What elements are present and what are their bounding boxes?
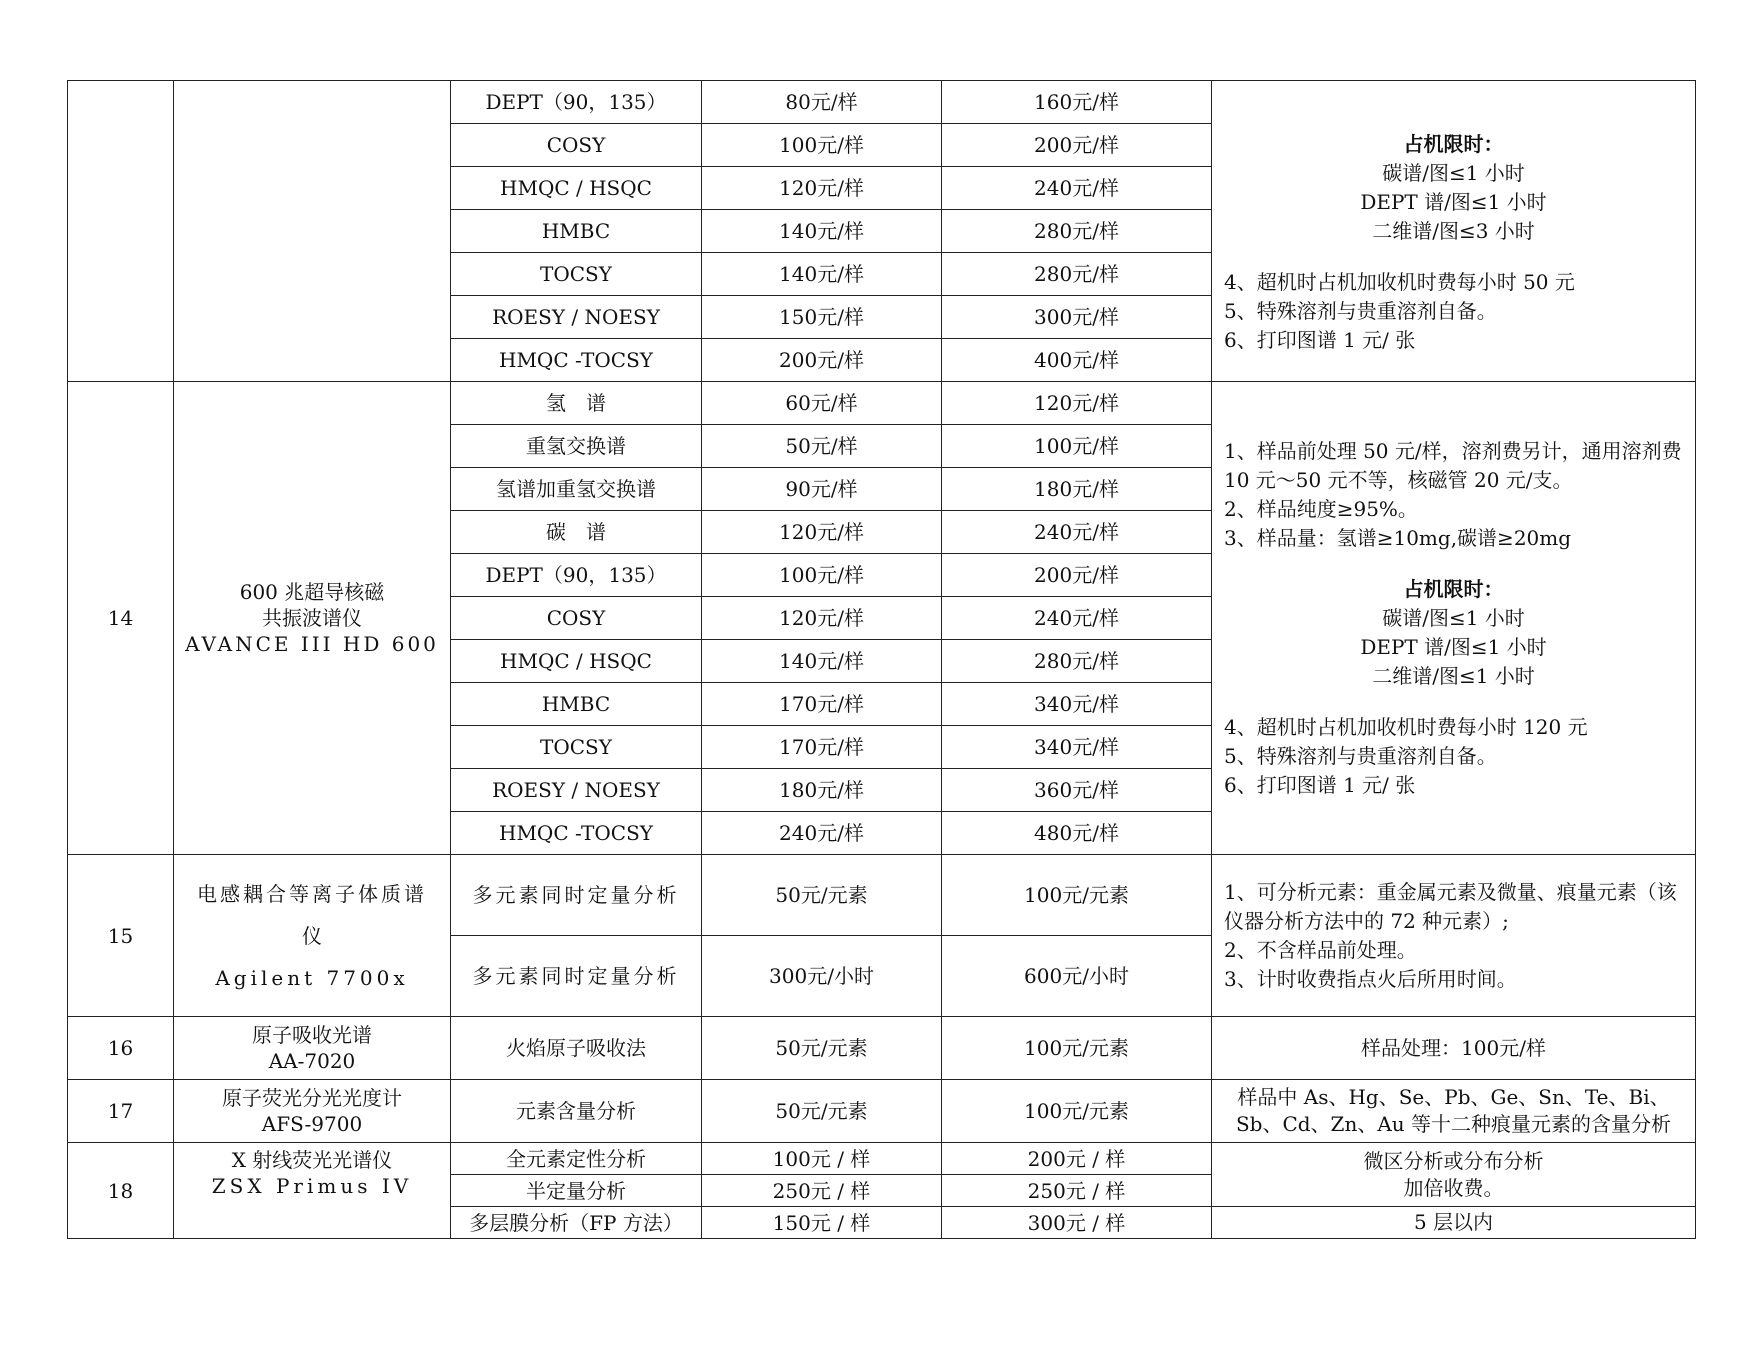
remark-line: 5、特殊溶剂与贵重溶剂自备。 [1224,298,1497,323]
table-row [68,81,1696,124]
remarks-cell [1212,382,1696,855]
table-row [68,1080,1696,1143]
item-cell: ROESY / NOESY [451,296,702,339]
price-a-cell: 140元/样 [702,210,942,253]
price-a-cell: 300元/小时 [702,936,942,1017]
price-a-cell: 200元/样 [702,339,942,382]
price-a-cell: 240元/样 [702,812,942,855]
table-row [68,855,1696,936]
price-b-cell: 600元/小时 [942,936,1212,1017]
remark-line: 加倍收费。 [1403,1175,1504,1200]
remark-line: 微区分析或分布分析 [1363,1148,1544,1173]
price-b-cell: 360元/样 [942,769,1212,812]
remark-line: 6、打印图谱 1 元/ 张 [1224,772,1416,797]
item-cell: HMBC [451,210,702,253]
item-cell: 半定量分析 [451,1175,702,1207]
price-a-cell: 80元/样 [702,81,942,124]
price-b-cell: 300元 / 样 [942,1207,1212,1239]
remark-line: 样品中 As、Hg、Se、Pb、Ge、Sn、Te、Bi、 [1237,1085,1670,1109]
price-a-cell: 120元/样 [702,597,942,640]
price-a-cell: 100元 / 样 [702,1143,942,1175]
remark-line: Sb、Cd、Zn、Au 等十二种痕量元素的含量分析 [1235,1112,1672,1136]
table-row [68,382,1696,425]
item-cell: HMQC / HSQC [451,640,702,683]
remark-line: 2、不含样品前处理。 [1224,937,1417,962]
limit-line: DEPT 谱/图≤1 小时 [1360,634,1547,659]
price-b-cell: 100元/元素 [942,1080,1212,1143]
table-row [68,1017,1696,1080]
instrument-model: AFS-9700 [261,1112,363,1136]
item-cell: HMBC [451,683,702,726]
instrument-line: 600 兆超导核磁 [239,580,385,604]
price-b-cell: 280元/样 [942,640,1212,683]
instrument-line: 原子吸收光谱 [252,1023,372,1047]
item-cell: HMQC / HSQC [451,167,702,210]
price-b-cell: 240元/样 [942,597,1212,640]
item-cell: 氢谱加重氢交换谱 [451,468,702,511]
price-b-cell: 300元/样 [942,296,1212,339]
item-cell: 多元素同时定量分析 [451,936,702,1017]
limit-line: DEPT 谱/图≤1 小时 [1360,189,1547,214]
price-a-cell: 140元/样 [702,253,942,296]
item-cell: 火焰原子吸收法 [451,1017,702,1080]
remarks-cell [1212,855,1696,1017]
price-b-cell: 100元/样 [942,425,1212,468]
remarks-cell [1212,1080,1696,1143]
remarks-cell: 样品处理：100元/样 [1212,1017,1696,1080]
item-cell: 全元素定性分析 [451,1143,702,1175]
remark-line: 3、计时收费指点火后所用时间。 [1224,966,1517,991]
item-cell: HMQC -TOCSY [451,812,702,855]
price-a-cell: 60元/样 [702,382,942,425]
instrument-name-cell [174,1143,451,1239]
instrument-name-cell [174,1017,451,1080]
price-a-cell: 90元/样 [702,468,942,511]
item-cell: HMQC -TOCSY [451,339,702,382]
instrument-model: Agilent 7700x [215,965,409,990]
instrument-line: 原子荧光分光光度计 [222,1086,402,1110]
remarks-cell [1212,81,1696,382]
item-cell: 多元素同时定量分析 [451,855,702,936]
price-b-cell: 160元/样 [942,81,1212,124]
remark-line: 5、特殊溶剂与贵重溶剂自备。 [1224,743,1497,768]
item-cell: COSY [451,124,702,167]
price-a-cell: 120元/样 [702,167,942,210]
price-b-cell: 100元/元素 [942,855,1212,936]
table-row [68,1143,1696,1175]
item-cell: 重氢交换谱 [451,425,702,468]
row-number: 15 [68,855,174,1017]
price-b-cell: 240元/样 [942,511,1212,554]
price-a-cell: 250元 / 样 [702,1175,942,1207]
row-number: 14 [68,382,174,855]
instrument-cell-empty [174,81,451,382]
price-a-cell: 50元/元素 [702,855,942,936]
remark-line: 4、超机时占机加收机时费每小时 50 元 [1224,269,1575,294]
remark-line: 1、可分析元素：重金属元素及微量、痕量元素（该仪器分析方法中的 72 种元素）; [1224,879,1677,933]
item-cell: DEPT（90，135） [451,554,702,597]
instrument-line: 仪 [302,923,322,948]
price-a-cell: 140元/样 [702,640,942,683]
price-a-cell: 180元/样 [702,769,942,812]
price-table-sheet [67,80,1695,1239]
limit-heading: 占机限时： [1403,576,1504,601]
price-b-cell: 280元/样 [942,253,1212,296]
price-a-cell: 50元/元素 [702,1017,942,1080]
item-cell: TOCSY [451,253,702,296]
row-number: 18 [68,1143,174,1239]
price-a-cell: 170元/样 [702,683,942,726]
remarks-cell [1212,1143,1696,1207]
remark-line: 1、样品前处理 50 元/样，溶剂费另计，通用溶剂费 10 元～50 元不等，核磁管 20 元/支。 [1224,438,1682,492]
remark-line: 2、样品纯度≥95%。 [1224,496,1418,521]
limit-line: 二维谱/图≤1 小时 [1372,663,1535,688]
price-b-cell: 340元/样 [942,726,1212,769]
price-a-cell: 170元/样 [702,726,942,769]
remark-line: 4、超机时占机加收机时费每小时 120 元 [1224,714,1588,739]
price-a-cell: 50元/元素 [702,1080,942,1143]
price-table [67,80,1696,1239]
price-a-cell: 100元/样 [702,554,942,597]
price-b-cell: 100元/元素 [942,1017,1212,1080]
price-b-cell: 180元/样 [942,468,1212,511]
item-cell: COSY [451,597,702,640]
no-cell-empty [68,81,174,382]
remark-line: 3、样品量：氢谱≥10mg,碳谱≥20mg [1224,525,1572,550]
row-number: 16 [68,1017,174,1080]
instrument-line: 电感耦合等离子体质谱 [197,881,427,906]
limit-line: 二维谱/图≤3 小时 [1372,218,1535,243]
instrument-line: 共振波谱仪 [262,606,362,630]
item-cell: 氢 谱 [451,382,702,425]
instrument-model: AVANCE III HD 600 [185,632,439,656]
price-a-cell: 100元/样 [702,124,942,167]
price-a-cell: 150元/样 [702,296,942,339]
limit-line: 碳谱/图≤1 小时 [1382,160,1525,185]
instrument-name-cell [174,1080,451,1143]
limit-heading: 占机限时： [1403,131,1504,156]
price-b-cell: 200元/样 [942,554,1212,597]
instrument-model: ZSX Primus IV [211,1174,413,1198]
instrument-name-cell [174,382,451,855]
price-a-cell: 50元/样 [702,425,942,468]
price-b-cell: 250元 / 样 [942,1175,1212,1207]
price-b-cell: 400元/样 [942,339,1212,382]
price-b-cell: 280元/样 [942,210,1212,253]
item-cell: 多层膜分析（FP 方法） [451,1207,702,1239]
price-b-cell: 120元/样 [942,382,1212,425]
price-b-cell: 480元/样 [942,812,1212,855]
item-cell: 碳 谱 [451,511,702,554]
instrument-name-cell [174,855,451,1017]
item-cell: ROESY / NOESY [451,769,702,812]
price-b-cell: 240元/样 [942,167,1212,210]
item-cell: TOCSY [451,726,702,769]
remark-line: 6、打印图谱 1 元/ 张 [1224,327,1416,352]
price-a-cell: 150元 / 样 [702,1207,942,1239]
price-b-cell: 200元/样 [942,124,1212,167]
limit-line: 碳谱/图≤1 小时 [1382,605,1525,630]
price-a-cell: 120元/样 [702,511,942,554]
item-cell: 元素含量分析 [451,1080,702,1143]
instrument-model: AA-7020 [268,1049,356,1073]
price-b-cell: 340元/样 [942,683,1212,726]
remarks-cell: 5 层以内 [1212,1207,1696,1239]
instrument-line: X 射线荧光光谱仪 [231,1148,393,1172]
item-cell: DEPT（90，135） [451,81,702,124]
price-b-cell: 200元 / 样 [942,1143,1212,1175]
row-number: 17 [68,1080,174,1143]
